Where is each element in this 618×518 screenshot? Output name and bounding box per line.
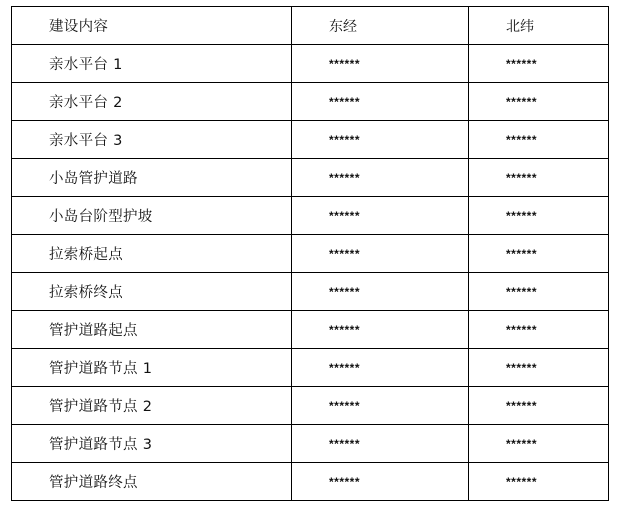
row-name: 拉索桥起点 <box>12 235 292 273</box>
row-latitude: ****** <box>469 387 609 425</box>
header-longitude: 东经 <box>292 7 469 45</box>
table-row <box>12 235 609 273</box>
table-row <box>12 349 609 387</box>
row-latitude: ****** <box>469 121 609 159</box>
table-row <box>12 387 609 425</box>
row-longitude: ****** <box>292 121 469 159</box>
table-row <box>12 311 609 349</box>
row-latitude: ****** <box>469 197 609 235</box>
table-row <box>12 425 609 463</box>
row-name: 亲水平台 1 <box>12 45 292 83</box>
header-construction-item: 建设内容 <box>12 7 292 45</box>
row-name: 小岛台阶型护坡 <box>12 197 292 235</box>
row-name: 管护道路终点 <box>12 463 292 501</box>
table-row <box>12 121 609 159</box>
row-latitude: ****** <box>469 463 609 501</box>
row-longitude: ****** <box>292 159 469 197</box>
table-row <box>12 159 609 197</box>
row-latitude: ****** <box>469 83 609 121</box>
row-longitude: ****** <box>292 197 469 235</box>
coordinates-table <box>11 6 609 501</box>
table-row <box>12 463 609 501</box>
row-longitude: ****** <box>292 425 469 463</box>
row-longitude: ****** <box>292 45 469 83</box>
table-row <box>12 83 609 121</box>
row-longitude: ****** <box>292 83 469 121</box>
table-row <box>12 273 609 311</box>
row-latitude: ****** <box>469 235 609 273</box>
row-name: 管护道路起点 <box>12 311 292 349</box>
row-name: 管护道路节点 3 <box>12 425 292 463</box>
row-latitude: ****** <box>469 45 609 83</box>
row-latitude: ****** <box>469 425 609 463</box>
row-latitude: ****** <box>469 349 609 387</box>
row-latitude: ****** <box>469 273 609 311</box>
row-latitude: ****** <box>469 159 609 197</box>
row-name: 亲水平台 2 <box>12 83 292 121</box>
row-latitude: ****** <box>469 311 609 349</box>
row-name: 拉索桥终点 <box>12 273 292 311</box>
header-latitude: 北纬 <box>469 7 609 45</box>
table-header-row <box>12 7 609 45</box>
row-longitude: ****** <box>292 463 469 501</box>
row-longitude: ****** <box>292 235 469 273</box>
table-row <box>12 197 609 235</box>
row-name: 亲水平台 3 <box>12 121 292 159</box>
row-longitude: ****** <box>292 311 469 349</box>
row-longitude: ****** <box>292 273 469 311</box>
row-longitude: ****** <box>292 387 469 425</box>
table-row <box>12 45 609 83</box>
row-name: 管护道路节点 2 <box>12 387 292 425</box>
row-longitude: ****** <box>292 349 469 387</box>
row-name: 小岛管护道路 <box>12 159 292 197</box>
row-name: 管护道路节点 1 <box>12 349 292 387</box>
